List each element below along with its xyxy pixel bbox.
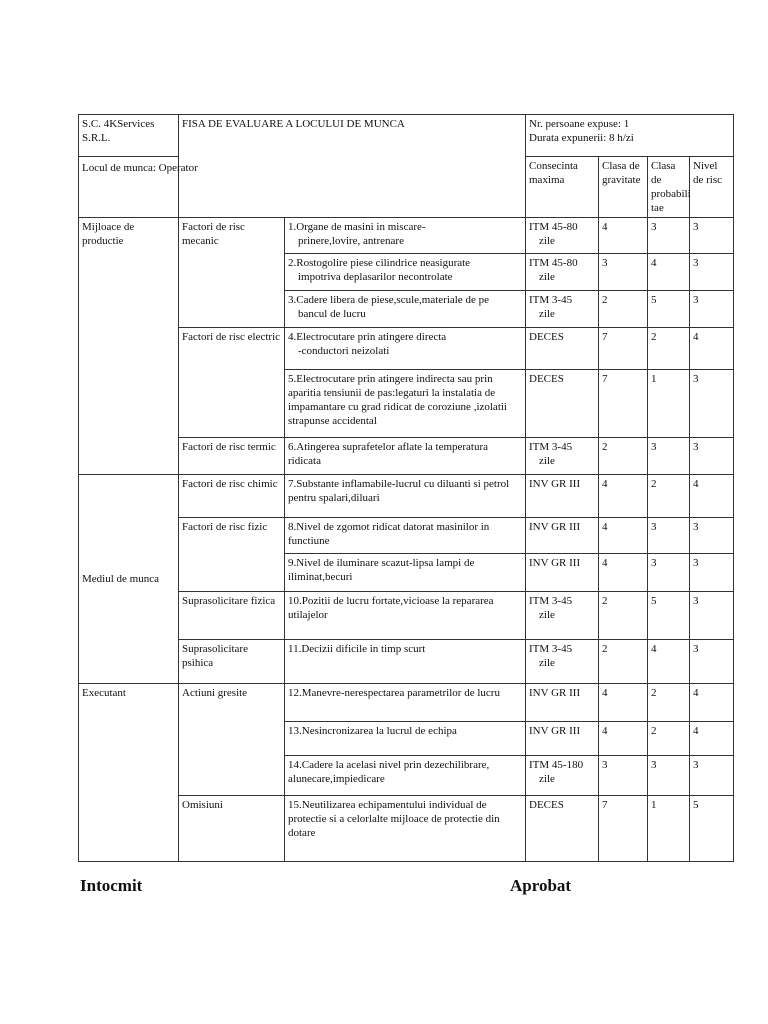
persons-exposed: Nr. persoane expuse: 1	[529, 118, 630, 130]
consequence-cell: INV GR III	[526, 722, 599, 756]
consequence-cell: ITM 45-180 zile	[526, 756, 599, 796]
factor-cell: Factori de risc fizic	[179, 518, 285, 592]
risk-description: 5.Electrocutare prin atingere indirecta sau prin aparitia tensiunii de pas:legaturi la instalatia de impamantare cu grad ridicat de coroziune ,izolatii strapunse accidental	[285, 370, 526, 438]
risk-description: 14.Cadere la acelasi nivel prin dezechilibrare, alunecare,impiedicare	[285, 756, 526, 796]
consequence-cell: ITM 3-45 zile	[526, 640, 599, 684]
company-name: S.C. 4KServices S.R.L.	[79, 115, 179, 157]
probability-cell: 1	[648, 796, 690, 862]
risk-description: 3.Cadere libera de piese,scule,materiale de pe bancul de lucru	[285, 291, 526, 328]
probability-cell: 2	[648, 328, 690, 370]
factor-cell: Factori de risc mecanic	[179, 218, 285, 328]
exposure-duration: Durata expunerii: 8 h/zi	[529, 132, 634, 144]
col-consequence: Consecinta maxima	[526, 157, 599, 218]
risk-level-cell: 3	[690, 640, 734, 684]
severity-cell: 2	[599, 640, 648, 684]
workplace-label: Locul de munca: Operator	[79, 157, 285, 218]
risk-description: 13.Nesincronizarea la lucrul de echipa	[285, 722, 526, 756]
risk-level-cell: 4	[690, 475, 734, 518]
consequence-cell: INV GR III	[526, 518, 599, 554]
consequence-cell: INV GR III	[526, 475, 599, 518]
group-cell: Mijloace de productie	[79, 218, 179, 475]
prepared-by-label: Intocmit	[80, 876, 143, 895]
risk-level-cell: 3	[690, 756, 734, 796]
factor-cell: Omisiuni	[179, 796, 285, 862]
risk-description: 1.Organe de masini in miscare- prinere,lovire, antrenare	[285, 218, 526, 254]
consequence-cell: DECES	[526, 370, 599, 438]
table-row	[79, 475, 734, 518]
risk-description: 2.Rostogolire piese cilindrice neasigurate impotriva deplasarilor necontrolate	[285, 254, 526, 291]
severity-cell: 4	[599, 554, 648, 592]
risk-level-cell: 3	[690, 592, 734, 640]
factor-cell: Factori de risc electric	[179, 328, 285, 438]
table-row	[79, 218, 734, 254]
severity-cell: 4	[599, 475, 648, 518]
risk-level-cell: 4	[690, 722, 734, 756]
risk-description: 6.Atingerea suprafetelor aflate la temperatura ridicata	[285, 438, 526, 475]
probability-cell: 4	[648, 254, 690, 291]
severity-cell: 4	[599, 722, 648, 756]
factor-cell: Suprasolicitare psihica	[179, 640, 285, 684]
risk-description: 8.Nivel de zgomot ridicat datorat masinilor in functiune	[285, 518, 526, 554]
factor-cell: Actiuni gresite	[179, 684, 285, 796]
severity-cell: 3	[599, 254, 648, 291]
factor-cell: Factori de risc termic	[179, 438, 285, 475]
severity-cell: 4	[599, 518, 648, 554]
risk-level-cell: 3	[690, 438, 734, 475]
probability-cell: 1	[648, 370, 690, 438]
probability-cell: 3	[648, 218, 690, 254]
probability-cell: 2	[648, 722, 690, 756]
factor-cell: Suprasolicitare fizica	[179, 592, 285, 640]
severity-cell: 7	[599, 328, 648, 370]
risk-description: 4.Electrocutare prin atingere directa -conductori neizolati	[285, 328, 526, 370]
severity-cell: 4	[599, 684, 648, 722]
risk-description: 7.Substante inflamabile-lucrul cu diluanti si petrol pentru spalari,diluari	[285, 475, 526, 518]
consequence-cell: ITM 45-80 zile	[526, 254, 599, 291]
consequence-cell: ITM 45-80 zile	[526, 218, 599, 254]
risk-level-cell: 4	[690, 684, 734, 722]
col-risk: Nivel de risc	[690, 157, 734, 218]
risk-level-cell: 3	[690, 291, 734, 328]
approved-by-label: Aprobat	[510, 876, 572, 895]
risk-description: 9.Nivel de iluminare scazut-lipsa lampi de iliminat,becuri	[285, 554, 526, 592]
severity-cell: 7	[599, 796, 648, 862]
severity-cell: 2	[599, 291, 648, 328]
col-probability	[648, 157, 690, 218]
probability-cell: 2	[648, 475, 690, 518]
probability-cell: 5	[648, 291, 690, 328]
consequence-cell: INV GR III	[526, 684, 599, 722]
probability-cell: 5	[648, 592, 690, 640]
col-severity: Clasa de gravitate	[599, 157, 648, 218]
risk-level-cell: 3	[690, 518, 734, 554]
probability-cell: 3	[648, 438, 690, 475]
group-cell: Executant	[79, 684, 179, 862]
table-row	[79, 684, 734, 722]
consequence-cell: ITM 3-45 zile	[526, 592, 599, 640]
consequence-cell: DECES	[526, 328, 599, 370]
col-probability-line: tae	[651, 202, 664, 214]
group-cell: Mediul de munca	[79, 475, 179, 684]
risk-level-cell: 3	[690, 218, 734, 254]
probability-cell: 3	[648, 554, 690, 592]
exposure-info	[526, 115, 734, 157]
probability-cell: 2	[648, 684, 690, 722]
factor-cell: Factori de risc chimic	[179, 475, 285, 518]
col-probability-line: Clasa de	[651, 160, 676, 186]
risk-level-cell: 3	[690, 554, 734, 592]
form-title: FISA DE EVALUARE A LOCULUI DE MUNCA	[179, 115, 526, 218]
probability-cell: 4	[648, 640, 690, 684]
consequence-cell: ITM 3-45 zile	[526, 438, 599, 475]
risk-description: 10.Pozitii de lucru fortate,vicioase la repararea utilajelor	[285, 592, 526, 640]
severity-cell: 4	[599, 218, 648, 254]
risk-description: 11.Decizii dificile in timp scurt	[285, 640, 526, 684]
risk-level-cell: 3	[690, 254, 734, 291]
probability-cell: 3	[648, 756, 690, 796]
consequence-cell: INV GR III	[526, 554, 599, 592]
severity-cell: 2	[599, 438, 648, 475]
severity-cell: 2	[599, 592, 648, 640]
risk-level-cell: 3	[690, 370, 734, 438]
risk-description: 12.Manevre-nerespectarea parametrilor de lucru	[285, 684, 526, 722]
probability-cell: 3	[648, 518, 690, 554]
risk-description: 15.Neutilizarea echipamentului individual de protectie si a celorlalte mijloace de protectie din dotare	[285, 796, 526, 862]
col-probability-line: probabili	[651, 188, 691, 200]
risk-evaluation-table	[78, 114, 734, 862]
consequence-cell: DECES	[526, 796, 599, 862]
risk-level-cell: 5	[690, 796, 734, 862]
consequence-cell: ITM 3-45 zile	[526, 291, 599, 328]
severity-cell: 7	[599, 370, 648, 438]
risk-level-cell: 4	[690, 328, 734, 370]
severity-cell: 3	[599, 756, 648, 796]
